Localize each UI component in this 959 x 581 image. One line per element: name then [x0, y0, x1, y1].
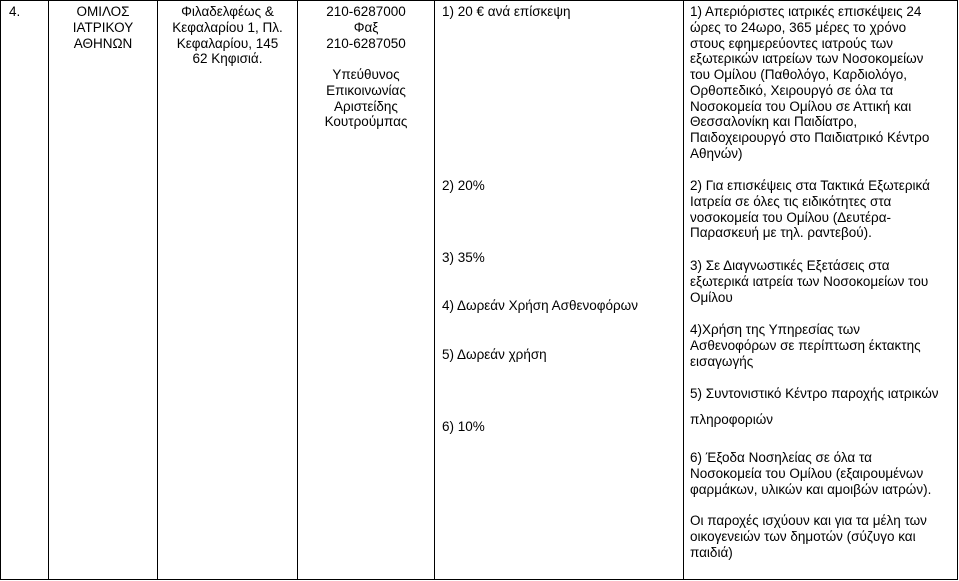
discount-item: 6) 10% — [442, 419, 485, 434]
discounts-cell — [434, 1, 683, 579]
benefit-line: στους εφημερεύοντες ιατρούς των — [690, 35, 894, 51]
benefit-line: οικογενειών των δημοτών (σύζυγο και — [690, 528, 916, 544]
benefit-paragraph — [690, 513, 927, 560]
benefit-paragraph — [690, 386, 938, 428]
benefit-line: Παρασκευή με τηλ. ραντεβού). — [690, 225, 872, 241]
address-line: Κεφαλαρίου 1, Πλ. — [172, 19, 283, 35]
benefit-line: Ομίλου — [690, 289, 733, 305]
benefit-line: 3) Σε Διαγνωστικές Εξετάσεις στα — [690, 258, 890, 273]
phone-number: 210-6287000 — [326, 4, 406, 19]
discount-item: 4) Δωρεάν Χρήση Ασθενοφόρων — [442, 298, 638, 313]
address-line: Κεφαλαρίου, 145 — [176, 35, 279, 51]
benefit-paragraph — [690, 322, 921, 369]
benefit-line: πληροφοριών — [690, 412, 773, 427]
contact-person-name-line: Κουτρούμπας — [324, 114, 408, 130]
benefit-line: Παιδοχειρουργό στο Παιδιατρικό Κέντρο — [690, 130, 930, 145]
discount-item: 1) 20 € ανά επίσκεψη — [442, 4, 571, 19]
fax-number: 210-6287050 — [326, 35, 406, 51]
provider-name-line: ΟΜΙΛΟΣ — [76, 4, 130, 19]
benefit-line: Ασθενοφόρων σε περίπτωση έκτακτης — [690, 337, 921, 353]
contact-person-name-line: Αριστείδης — [334, 98, 398, 114]
row-number: 4. — [9, 4, 21, 19]
benefit-paragraph — [690, 178, 930, 241]
benefit-line: Οι παροχές ισχύουν και για τα μέλη των — [690, 513, 927, 528]
benefit-line: 2) Για επισκέψεις στα Τακτικά Εξωτερικά — [690, 178, 930, 193]
benefit-line: φαρμάκων, υλικών και αμοιβών ιατρών). — [690, 481, 932, 497]
benefit-line: εξωτερικά ιατρεία των Νοσοκομείων του — [690, 273, 929, 289]
benefit-line: Νοσοκομεία του Ομίλου (εξαιρουμένων — [690, 465, 924, 481]
discount-item: 2) 20% — [442, 178, 485, 193]
benefit-paragraph — [690, 450, 931, 497]
benefit-paragraph — [690, 4, 929, 162]
benefit-paragraph — [690, 258, 928, 305]
benefit-line: νοσοκομεία του Ομίλου (Δευτέρα- — [690, 209, 892, 225]
benefit-line: 1) Απεριόριστες ιατρικές επισκέψεις 24 — [690, 4, 922, 19]
benefits-cell — [683, 1, 958, 579]
discount-item: 5) Δωρεάν χρήση — [442, 347, 547, 362]
benefit-line: ώρες το 24ωρο, 365 μέρες το χρόνο — [690, 19, 907, 35]
benefit-line: 5) Συντονιστικό Κέντρο παροχής ιατρικών — [690, 386, 939, 401]
benefit-line: Θεσσαλονίκη και Παιδίατρο, — [690, 114, 858, 130]
provider-name-cell — [48, 1, 157, 579]
row-number-cell — [0, 1, 48, 579]
provider-name-line: ΑΘΗΝΩΝ — [73, 35, 133, 51]
benefit-line: Νοσοκομεία του Ομίλου σε Αττική και — [690, 98, 912, 114]
contact-person-title-line: Επικοινωνίας — [326, 82, 406, 98]
benefit-line: Αθηνών) — [690, 145, 743, 161]
benefit-line: εισαγωγής — [690, 353, 754, 369]
benefit-line: 6) Έξοδα Νοσηλείας σε όλα τα — [690, 450, 872, 465]
benefit-line: εξωτερικών ιατρείων των Νοσοκομείων — [690, 51, 924, 67]
benefit-line: παιδιά) — [690, 544, 733, 560]
address-line: 62 Κηφισιά. — [192, 51, 263, 67]
benefit-line: 4)Χρήση της Υπηρεσίας των — [690, 322, 860, 337]
address-cell — [157, 1, 297, 579]
provider-name-line: ΙΑΤΡΙΚΟΥ — [72, 19, 134, 35]
contact-person-title-line: Υπεύθυνος — [332, 67, 400, 82]
benefit-line: του Ομίλου (Παθολόγο, Καρδιολόγο, — [690, 67, 908, 82]
fax-label: Φαξ — [353, 19, 379, 35]
benefit-line: Ορθοπεδικό, Χειρουργό σε όλα τα — [690, 82, 894, 98]
address-line: Φιλαδελφέως & — [181, 4, 274, 19]
discount-item: 3) 35% — [442, 250, 485, 265]
benefit-line: Ιατρεία σε όλες τις ειδικότητες στα — [690, 193, 892, 209]
contact-cell — [297, 1, 434, 579]
